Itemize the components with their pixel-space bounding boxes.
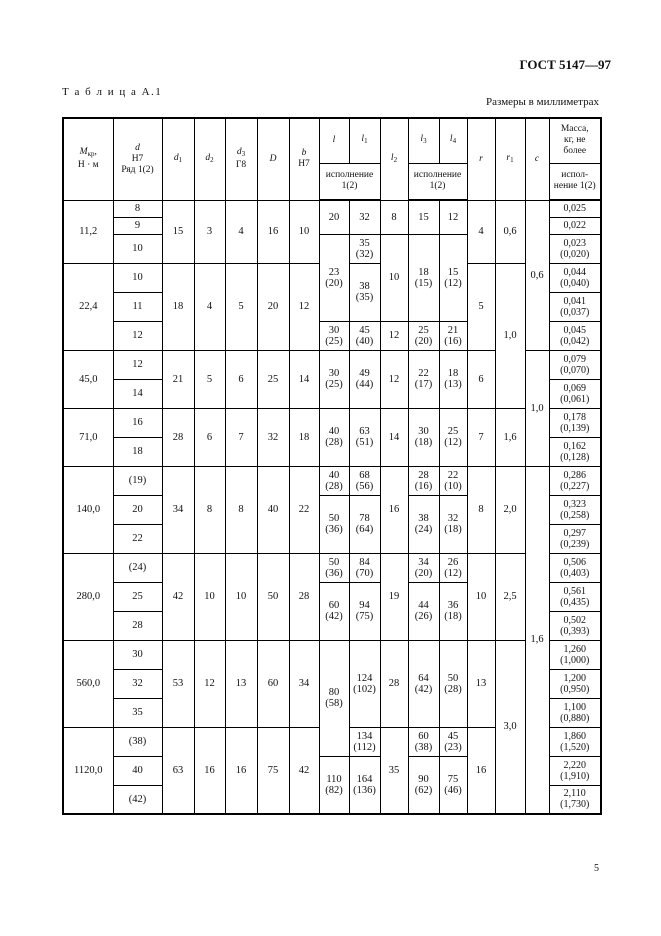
- cell-d: 12: [113, 321, 162, 350]
- header-D: D: [257, 118, 289, 200]
- header-l3: $l_3$: [408, 118, 439, 163]
- header-ispolnenie-l: исполнение 1(2): [319, 163, 380, 200]
- table-title: Т а б л и ц а А.1: [62, 86, 163, 98]
- cell-l: 20: [319, 200, 349, 234]
- cell-mass: 2,110 (1,730): [549, 785, 601, 814]
- cell-l4: 75 (46): [439, 756, 467, 814]
- cell-l3: 30 (18): [408, 408, 439, 466]
- cell-mass: 0,023 (0,020): [549, 234, 601, 263]
- cell-l4: 25 (12): [439, 408, 467, 466]
- cell-l4: 45 (23): [439, 727, 467, 756]
- cell-l2: 28: [380, 640, 408, 727]
- header-r: r: [467, 118, 495, 200]
- cell-mass: 0,022: [549, 217, 601, 234]
- cell-d: 20: [113, 495, 162, 524]
- cell-l4: 12: [439, 200, 467, 234]
- cell-d: 16: [113, 408, 162, 437]
- cell-mass: 1,100 (0,880): [549, 698, 601, 727]
- header-l2: $l_2$: [380, 118, 408, 200]
- cell-mass: 0,506 (0,403): [549, 553, 601, 582]
- cell-l1: 32: [349, 200, 380, 234]
- header-l1: $l_1$: [349, 118, 380, 163]
- header-ispolnenie-l3: исполнение 1(2): [408, 163, 467, 200]
- cell-d3: 4: [225, 200, 257, 263]
- cell-d3: 10: [225, 553, 257, 640]
- table-header: [63, 118, 601, 200]
- cell-l3: 44 (26): [408, 582, 439, 640]
- cell-l1: 134 (112): [349, 727, 380, 756]
- cell-l3: 25 (20): [408, 321, 439, 350]
- cell-d: (38): [113, 727, 162, 756]
- table-row: [63, 466, 601, 495]
- cell-l4: 36 (18): [439, 582, 467, 640]
- cell-mass: 0,561 (0,435): [549, 582, 601, 611]
- cell-l3: 28 (16): [408, 466, 439, 495]
- cell-l: 60 (42): [319, 582, 349, 640]
- cell-d: 14: [113, 379, 162, 408]
- cell-d: 18: [113, 437, 162, 466]
- cell-mass: 0,025: [549, 200, 601, 217]
- cell-d2: 3: [194, 200, 225, 263]
- cell-l1: 45 (40): [349, 321, 380, 350]
- cell-d: (42): [113, 785, 162, 814]
- cell-mass: 0,286 (0,227): [549, 466, 601, 495]
- cell-l: 30 (25): [319, 321, 349, 350]
- cell-mkr: 71,0: [63, 408, 113, 466]
- cell-r1: 2,5: [495, 553, 525, 640]
- header-c: c: [525, 118, 549, 200]
- cell-d: 22: [113, 524, 162, 553]
- cell-d: 30: [113, 640, 162, 669]
- cell-d: 8: [113, 200, 162, 217]
- cell-r1: 1,0: [495, 263, 525, 408]
- cell-l1: 63 (51): [349, 408, 380, 466]
- cell-mass: 1,260 (1,000): [549, 640, 601, 669]
- cell-l2: 14: [380, 408, 408, 466]
- header-mkr: $M_{кр}$, Н · м: [63, 118, 113, 200]
- cell-l3: 22 (17): [408, 350, 439, 408]
- cell-r1: 2,0: [495, 466, 525, 553]
- cell-mass: 0,069 (0,061): [549, 379, 601, 408]
- cell-l2: 19: [380, 553, 408, 640]
- cell-d3: 13: [225, 640, 257, 727]
- cell-l: 50 (36): [319, 553, 349, 582]
- cell-d: 40: [113, 756, 162, 785]
- cell-b: 18: [289, 408, 319, 466]
- cell-mkr: 45,0: [63, 350, 113, 408]
- cell-l4: 21 (16): [439, 321, 467, 350]
- table-row: [63, 200, 601, 217]
- header-d1: $d_1$: [162, 118, 194, 200]
- cell-l1: 68 (56): [349, 466, 380, 495]
- header-ispolnenie-mass: испол- нение 1(2): [549, 163, 601, 200]
- table-row: [63, 408, 601, 437]
- cell-d1: 28: [162, 408, 194, 466]
- cell-d: 35: [113, 698, 162, 727]
- cell-d1: 42: [162, 553, 194, 640]
- cell-mass: 2,220 (1,910): [549, 756, 601, 785]
- cell-mkr: 140,0: [63, 466, 113, 553]
- cell-r1: 3,0: [495, 640, 525, 814]
- cell-mkr: 560,0: [63, 640, 113, 727]
- cell-l2: 10: [380, 234, 408, 321]
- cell-d2: 16: [194, 727, 225, 814]
- cell-l2: 8: [380, 200, 408, 234]
- header-d2: $d_2$: [194, 118, 225, 200]
- cell-b: 28: [289, 553, 319, 640]
- cell-d: 25: [113, 582, 162, 611]
- cell-mass: 0,162 (0,128): [549, 437, 601, 466]
- cell-mass: 1,860 (1,520): [549, 727, 601, 756]
- cell-D: 50: [257, 553, 289, 640]
- cell-d1: 53: [162, 640, 194, 727]
- cell-l3: 90 (62): [408, 756, 439, 814]
- header-d3: $d_3$ Г8: [225, 118, 257, 200]
- cell-mkr: 1120,0: [63, 727, 113, 814]
- cell-d3: 5: [225, 263, 257, 350]
- cell-l: 110 (82): [319, 756, 349, 814]
- cell-l1: 124 (102): [349, 640, 380, 727]
- cell-b: 34: [289, 640, 319, 727]
- cell-r: 10: [467, 553, 495, 640]
- cell-l: 40 (28): [319, 466, 349, 495]
- cell-l4: 50 (28): [439, 640, 467, 727]
- cell-b: 12: [289, 263, 319, 350]
- cell-l3: 15: [408, 200, 439, 234]
- cell-l3: 34 (20): [408, 553, 439, 582]
- cell-l1: 84 (70): [349, 553, 380, 582]
- cell-r1: 1,6: [495, 408, 525, 466]
- cell-l3: 38 (24): [408, 495, 439, 553]
- cell-D: 20: [257, 263, 289, 350]
- header-l: l: [319, 118, 349, 163]
- cell-c: 1,6: [525, 466, 549, 814]
- table-body: [63, 200, 601, 814]
- cell-b: 22: [289, 466, 319, 553]
- cell-d3: 6: [225, 350, 257, 408]
- cell-d3: 7: [225, 408, 257, 466]
- header-d: d H7 Ряд 1(2): [113, 118, 162, 200]
- cell-D: 25: [257, 350, 289, 408]
- cell-d: 12: [113, 350, 162, 379]
- cell-d2: 12: [194, 640, 225, 727]
- table-row: [63, 640, 601, 669]
- cell-l4: 18 (13): [439, 350, 467, 408]
- cell-mass: 0,297 (0,239): [549, 524, 601, 553]
- cell-b: 14: [289, 350, 319, 408]
- cell-l4: 22 (10): [439, 466, 467, 495]
- cell-r: 8: [467, 466, 495, 553]
- cell-l: 50 (36): [319, 495, 349, 553]
- cell-l2: 35: [380, 727, 408, 814]
- cell-r: 4: [467, 200, 495, 263]
- cell-d: 10: [113, 234, 162, 263]
- cell-mass: 0,041 (0,037): [549, 292, 601, 321]
- cell-d2: 6: [194, 408, 225, 466]
- cell-l1: 38 (35): [349, 263, 380, 321]
- cell-d3: 8: [225, 466, 257, 553]
- cell-mass: 0,502 (0,393): [549, 611, 601, 640]
- table-row: [63, 553, 601, 582]
- cell-D: 40: [257, 466, 289, 553]
- cell-l2: 16: [380, 466, 408, 553]
- cell-mass: 0,045 (0,042): [549, 321, 601, 350]
- cell-d: 10: [113, 263, 162, 292]
- header-l4: $l_4$: [439, 118, 467, 163]
- cell-mkr: 280,0: [63, 553, 113, 640]
- cell-mass: 0,079 (0,070): [549, 350, 601, 379]
- cell-l4: 15 (12): [439, 234, 467, 321]
- cell-r: 6: [467, 350, 495, 408]
- dimensions-table: [62, 117, 602, 815]
- cell-r: 13: [467, 640, 495, 727]
- cell-b: 42: [289, 727, 319, 814]
- header-r1: $r_1$: [495, 118, 525, 200]
- cell-d1: 34: [162, 466, 194, 553]
- cell-D: 75: [257, 727, 289, 814]
- cell-d2: 4: [194, 263, 225, 350]
- cell-mkr: 22,4: [63, 263, 113, 350]
- cell-d: (24): [113, 553, 162, 582]
- cell-l3: 60 (38): [408, 727, 439, 756]
- page-number: 5: [594, 863, 599, 874]
- cell-mkr: 11,2: [63, 200, 113, 263]
- cell-d2: 8: [194, 466, 225, 553]
- cell-c: 1,0: [525, 350, 549, 466]
- cell-l2: 12: [380, 321, 408, 350]
- cell-d2: 5: [194, 350, 225, 408]
- cell-r: 5: [467, 263, 495, 350]
- cell-l1: 78 (64): [349, 495, 380, 553]
- cell-D: 32: [257, 408, 289, 466]
- cell-d1: 21: [162, 350, 194, 408]
- cell-d1: 63: [162, 727, 194, 814]
- cell-d2: 10: [194, 553, 225, 640]
- cell-d: 11: [113, 292, 162, 321]
- cell-r: 7: [467, 408, 495, 466]
- cell-mass: 1,200 (0,950): [549, 669, 601, 698]
- cell-l1: 49 (44): [349, 350, 380, 408]
- cell-d: 32: [113, 669, 162, 698]
- cell-c: 0,6: [525, 200, 549, 350]
- cell-l1: 35 (32): [349, 234, 380, 263]
- cell-D: 60: [257, 640, 289, 727]
- cell-d: (19): [113, 466, 162, 495]
- cell-mass: 0,178 (0,139): [549, 408, 601, 437]
- cell-d: 9: [113, 217, 162, 234]
- document-header: ГОСТ 5147—97: [519, 57, 611, 72]
- cell-l: 80 (58): [319, 640, 349, 756]
- units-note: Размеры в миллиметрах: [486, 96, 599, 108]
- cell-l: 40 (28): [319, 408, 349, 466]
- cell-d1: 15: [162, 200, 194, 263]
- cell-r1: 0,6: [495, 200, 525, 263]
- cell-d1: 18: [162, 263, 194, 350]
- cell-b: 10: [289, 200, 319, 263]
- cell-r: 16: [467, 727, 495, 814]
- cell-D: 16: [257, 200, 289, 263]
- cell-l4: 26 (12): [439, 553, 467, 582]
- cell-l: 30 (25): [319, 350, 349, 408]
- header-mass: Масса, кг, не более: [549, 118, 601, 163]
- cell-l4: 32 (18): [439, 495, 467, 553]
- cell-mass: 0,323 (0,258): [549, 495, 601, 524]
- cell-mass: 0,044 (0,040): [549, 263, 601, 292]
- cell-l3: 18 (15): [408, 234, 439, 321]
- cell-d: 28: [113, 611, 162, 640]
- cell-l: 23 (20): [319, 234, 349, 321]
- header-b: b H7: [289, 118, 319, 200]
- cell-l1: 94 (75): [349, 582, 380, 640]
- cell-l2: 12: [380, 350, 408, 408]
- cell-l1: 164 (136): [349, 756, 380, 814]
- cell-d3: 16: [225, 727, 257, 814]
- cell-l3: 64 (42): [408, 640, 439, 727]
